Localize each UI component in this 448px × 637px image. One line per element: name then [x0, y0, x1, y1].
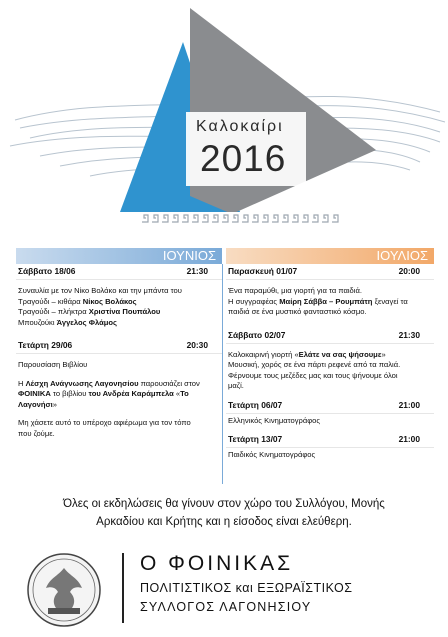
event-date: Τετάρτη 13/07 [228, 434, 283, 444]
org-mention: ΦΟΙΝΙΚΑ [18, 389, 51, 398]
event-header [16, 340, 222, 354]
book-title-part: Λαγονήσι [18, 399, 53, 409]
event-header [226, 400, 434, 414]
event-line: Μουσική, χορός σε ένα πάρτι ρεφενέ από τα παλιά. [228, 360, 401, 369]
logo-divider [122, 553, 124, 623]
text-fragment: Η [18, 378, 26, 388]
event-line [18, 307, 220, 318]
event-description [228, 416, 432, 427]
performer-name: Χριστίνα Πουπάλου [88, 307, 161, 316]
venue-note-line: Όλες οι εκδηλώσεις θα γίνουν στον χώρο του Συλλόγου, Μονής [63, 498, 385, 510]
event-description [228, 286, 432, 318]
column-divider [222, 264, 223, 484]
event-line: που ζούμε. [18, 428, 55, 438]
book-title-part: Το [180, 389, 189, 398]
event-line: παιδιά σε ένα μυστικό φανταστικό κόσμο. [228, 307, 367, 316]
phoenix-emblem-icon [22, 548, 106, 630]
event-time: 20:00 [398, 266, 420, 276]
org-subtitle-2: ΣΥΛΛΟΓΟΣ ΛΑΓΟΝΗΣΙΟΥ [140, 600, 312, 614]
org-name: Ο ΦΟΙΝΙΚΑΣ [140, 552, 294, 575]
event-line: Παρουσίαση Βιβλίου [18, 360, 88, 369]
event-description [228, 350, 432, 392]
venue-note [0, 495, 448, 531]
month-header-july: ΙΟΥΛΙΟΣ [226, 248, 434, 264]
performer-name: Άγγελος Φλάμος [56, 317, 118, 327]
text-fragment: Τραγούδι – πλήκτρα [18, 307, 89, 316]
venue-note-line: Αρκαδίου και Κρήτης και η είσοδος είναι ελεύθερη. [96, 516, 352, 528]
text-fragment: » [381, 349, 386, 359]
event-description [18, 286, 220, 328]
hero-title: Καλοκαίρι [196, 118, 284, 135]
event-line: Συναυλία με τον Νίκο Βολάκο και την μπάντα του [18, 286, 182, 295]
hero-artwork [0, 0, 448, 240]
author-name: Μαίρη Σάββα – Ρουμπάτη [279, 296, 373, 306]
event-line: Ένα παραμύθι, μια γιορτή για τα παιδιά. [228, 286, 362, 295]
event-title: Ελάτε να σας ψήσουμε [298, 349, 382, 359]
event-time: 21:00 [398, 399, 420, 410]
event-time: 21:30 [398, 329, 420, 340]
event-june-18 [16, 266, 222, 328]
org-logo [22, 548, 106, 630]
hero-year: 2016 [200, 138, 287, 179]
performer-name: Νίκος Βολάκος [82, 296, 137, 306]
event-header [16, 266, 222, 280]
event-july-13 [226, 434, 434, 461]
event-line [228, 297, 432, 308]
event-time: 21:30 [186, 266, 208, 276]
event-line: μαζί. [228, 381, 244, 390]
event-header [226, 266, 434, 280]
event-date: Σάββατο 18/06 [18, 266, 76, 276]
author-name: του Ανδρέα Καράμπελα [88, 389, 174, 398]
text-fragment: παρουσιάζει στον [138, 378, 200, 388]
event-description [18, 360, 220, 439]
text-fragment: το βιβλίου [50, 389, 89, 398]
event-header [226, 434, 434, 448]
text-fragment: Τραγούδι – κιθάρα [18, 296, 83, 306]
text-fragment: Μπουζούκι [18, 317, 57, 327]
event-header [226, 330, 434, 344]
event-date: Σάββατο 02/07 [228, 329, 286, 340]
event-description [228, 450, 432, 461]
event-line [18, 400, 220, 411]
event-date: Παρασκευή 01/07 [228, 266, 298, 276]
org-subtitle: ΠΟΛΙΤΙΣΤΙΚΟΣ και ΕΞΩΡΑΪΣΤΙΚΟΣ [140, 581, 353, 595]
event-july-01 [226, 266, 434, 318]
event-line: Φέρνουμε τους μεζέδες μας και τους ψήνουμε όλοι [228, 370, 398, 380]
text-fragment: Καλοκαιρινή γιορτή « [228, 349, 299, 359]
month-header-june: ΙΟΥΝΙΟΣ [16, 248, 222, 264]
club-name: Λέσχη Ανάγνωσης Λαγονησίου [25, 378, 139, 388]
event-time: 20:30 [186, 340, 208, 350]
event-line [18, 379, 220, 390]
event-date: Τετάρτη 29/06 [18, 340, 73, 350]
text-fragment: Η συγγραφέας [228, 296, 280, 306]
event-date: Τετάρτη 06/07 [228, 399, 283, 410]
text-fragment: ξεναγεί τα [372, 296, 408, 306]
july-column [226, 266, 434, 461]
text-fragment: » [52, 399, 57, 409]
event-time: 21:00 [398, 434, 420, 444]
event-july-06 [226, 400, 434, 427]
event-july-02 [226, 330, 434, 392]
june-column [16, 266, 222, 439]
text-fragment: « [173, 389, 181, 398]
event-line [18, 297, 220, 308]
event-line: Ελληνικός Κινηματογράφος [228, 415, 321, 425]
event-line [18, 318, 220, 329]
meander-border [140, 212, 348, 225]
event-line: Παιδικός Κινηματογράφος [228, 450, 316, 459]
event-line [228, 350, 432, 361]
event-line [18, 389, 220, 400]
event-june-29 [16, 340, 222, 439]
event-line: Μη χάσετε αυτό το υπέροχο αφιέρωμα για τον τόπο [18, 418, 191, 427]
